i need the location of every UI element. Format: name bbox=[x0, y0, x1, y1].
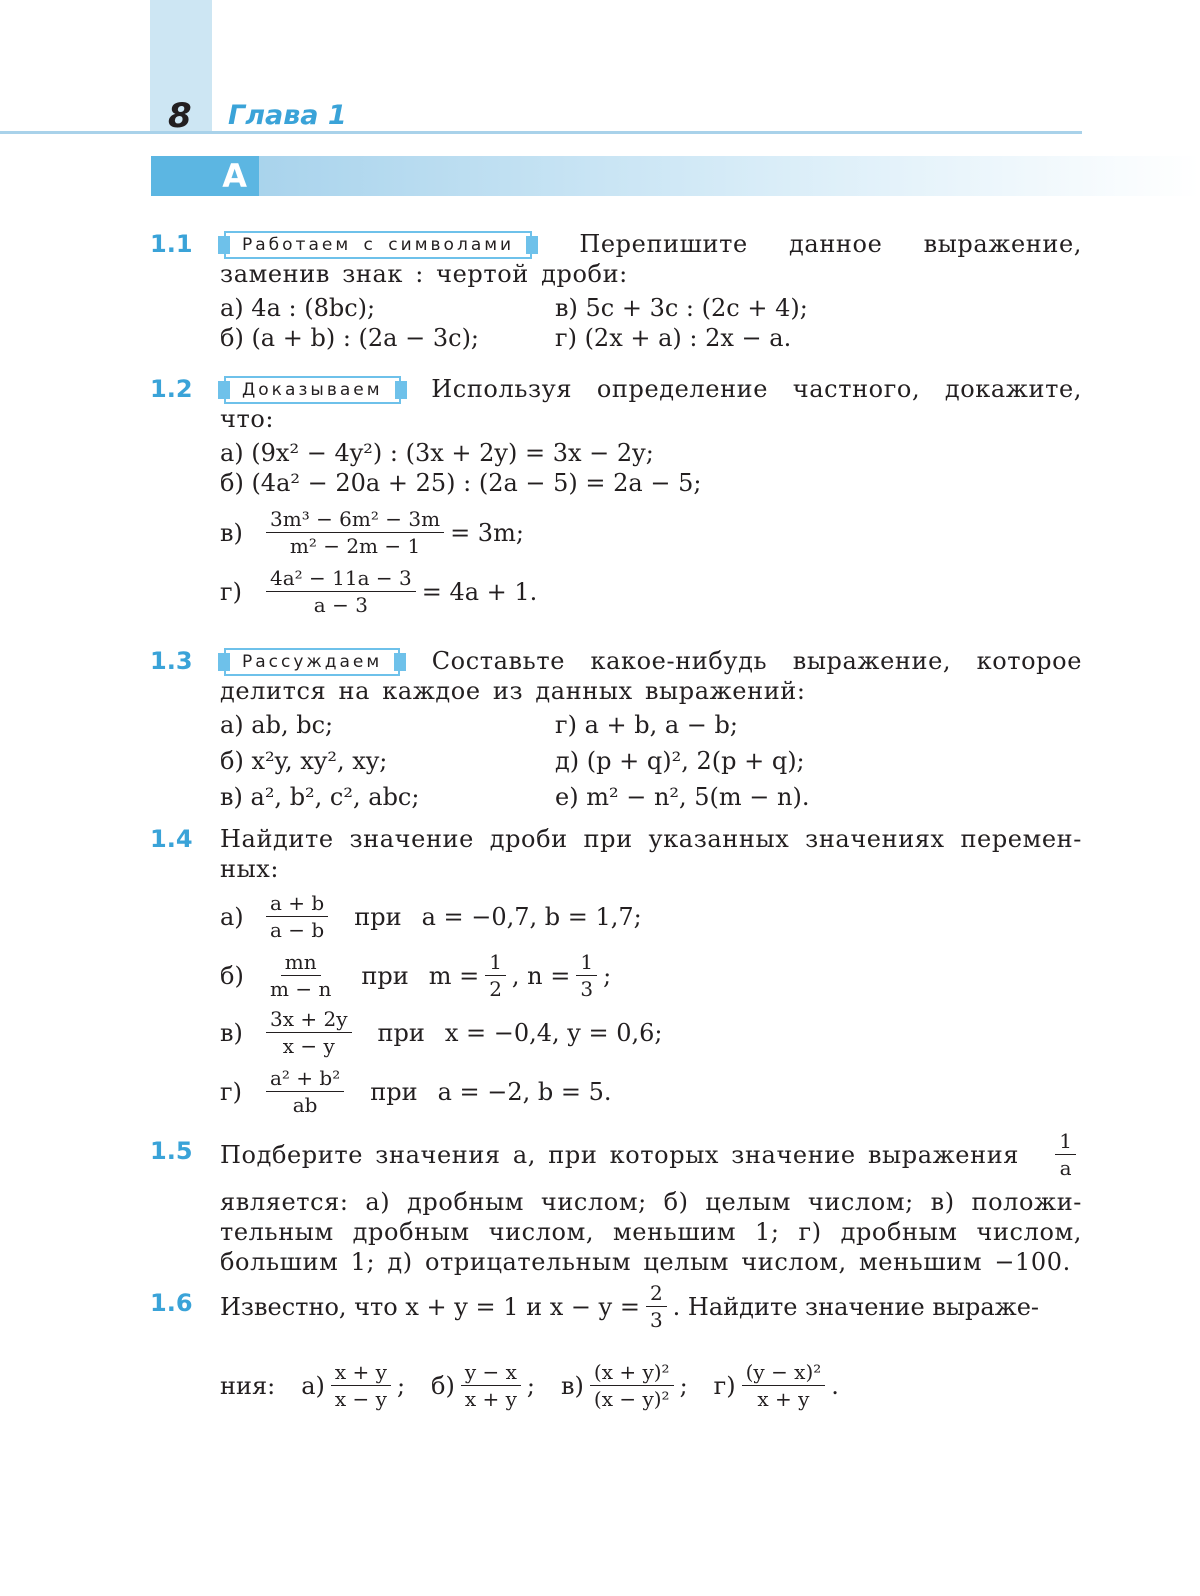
exercise-item bbox=[220, 565, 1082, 618]
problem-text: Подберите значения a, при которых значение выражения bbox=[220, 1140, 1020, 1169]
problem-1-2 bbox=[150, 374, 1082, 621]
item-label: в) bbox=[561, 1371, 584, 1400]
problem-first-line bbox=[220, 1128, 1082, 1181]
item-label: г) bbox=[220, 1077, 242, 1106]
numerator: a² + b² bbox=[266, 1065, 344, 1092]
skill-tag: Доказываем bbox=[224, 376, 401, 404]
problem-text: . Найдите значение выраже- bbox=[672, 1292, 1040, 1321]
denominator: m² − 2m − 1 bbox=[289, 534, 421, 558]
denominator: x + y bbox=[464, 1387, 517, 1411]
exercise-item: а) (9x² − 4y²) : (3x + 2y) = 3x − 2y; bbox=[220, 439, 654, 467]
fraction bbox=[266, 949, 335, 1002]
item-label: а) bbox=[301, 1371, 325, 1400]
problem-text: является: а) дробным числом; б) целым числом; в) положи-тельным дробным числом, меньшим 1; г) дробным числом, большим 1; д) отрицательным целым числом, меньшим −100. bbox=[220, 1188, 1082, 1276]
problem-statement bbox=[220, 229, 1082, 289]
problem-text: Найдите значение дроби при указанных значениях перемен-ных: bbox=[220, 825, 1082, 883]
problem-1-3 bbox=[150, 646, 1082, 812]
problem-first-line bbox=[220, 1280, 1082, 1333]
numerator: 1 bbox=[1055, 1128, 1076, 1155]
denominator: ab bbox=[292, 1093, 318, 1117]
problem-number: 1.3 bbox=[150, 647, 193, 675]
pri-word: при bbox=[377, 1018, 425, 1047]
numerator: 3x + 2y bbox=[266, 1006, 352, 1033]
punctuation: ; bbox=[396, 1371, 406, 1400]
pri-word: при bbox=[370, 1077, 418, 1106]
denominator: a − b bbox=[270, 918, 325, 942]
problem-number: 1.6 bbox=[150, 1289, 193, 1317]
chapter-title: Глава 1 bbox=[228, 100, 347, 131]
item-label: б) bbox=[220, 961, 244, 990]
numerator: mn bbox=[281, 949, 321, 976]
header-rule bbox=[0, 131, 1082, 134]
exercise-item bbox=[220, 1065, 1082, 1118]
problem-number: 1.4 bbox=[150, 825, 193, 853]
pri-word: при bbox=[354, 902, 402, 931]
variable-values: x = −0,4, y = 0,6; bbox=[444, 1018, 663, 1047]
punctuation: ; bbox=[679, 1371, 688, 1400]
problem-statement bbox=[220, 646, 1082, 706]
exercise-item: д) (p + q)², 2(p + q); bbox=[555, 747, 805, 775]
skill-tag: Рассуждаем bbox=[224, 648, 400, 676]
exercise-item bbox=[220, 890, 1082, 943]
numerator: (y − x)² bbox=[742, 1359, 826, 1386]
item-label: б) bbox=[431, 1371, 455, 1400]
problem-1-4 bbox=[150, 824, 1082, 1121]
exercise-item: б) x²y, xy², xy; bbox=[220, 747, 388, 775]
numerator: 2 bbox=[646, 1280, 667, 1307]
variable-n: , n = bbox=[511, 961, 571, 990]
expression-rest: = 3m; bbox=[450, 518, 524, 547]
item-label: г) bbox=[713, 1371, 736, 1400]
item-label: в) bbox=[220, 518, 243, 547]
numerator: (x + y)² bbox=[590, 1359, 674, 1386]
item-label: г) bbox=[220, 577, 242, 606]
fraction bbox=[742, 1359, 826, 1412]
exercise-item: в) 5c + 3c : (2c + 4); bbox=[555, 294, 808, 322]
fraction bbox=[266, 506, 444, 559]
punctuation: . bbox=[831, 1371, 839, 1400]
fraction bbox=[485, 949, 506, 1002]
exercise-item bbox=[220, 1006, 1082, 1059]
item-label: в) bbox=[220, 1018, 243, 1047]
denominator: a − 3 bbox=[313, 593, 368, 617]
exercise-item: б) (4a² − 20a + 25) : (2a − 5) = 2a − 5; bbox=[220, 469, 702, 497]
item-label: а) bbox=[220, 902, 244, 931]
fraction bbox=[576, 949, 597, 1002]
level-marker: А bbox=[151, 156, 259, 196]
problem-text: Известно, что x + y = 1 и x − y = bbox=[220, 1292, 640, 1321]
denominator: (x − y)² bbox=[593, 1387, 670, 1411]
fraction bbox=[1055, 1128, 1076, 1181]
exercise-item: а) 4a : (8bc); bbox=[220, 294, 376, 322]
exercise-list bbox=[220, 293, 1082, 353]
problem-statement bbox=[220, 374, 1082, 434]
exercise-item: г) a + b, a − b; bbox=[555, 711, 738, 739]
exercise-item: в) a², b², c², abc; bbox=[220, 783, 420, 811]
fraction bbox=[266, 1006, 352, 1059]
fraction bbox=[461, 1359, 521, 1412]
punctuation: ; bbox=[526, 1371, 536, 1400]
denominator: m − n bbox=[270, 977, 332, 1001]
numerator: 3m³ − 6m² − 3m bbox=[266, 506, 444, 533]
punctuation: ; bbox=[603, 961, 612, 990]
level-bar bbox=[250, 156, 1200, 196]
page-number: 8 bbox=[168, 96, 192, 136]
numerator: x + y bbox=[331, 1359, 391, 1386]
problem-1-5 bbox=[150, 1128, 1082, 1277]
variable-values: a = −2, b = 5. bbox=[437, 1077, 612, 1106]
problem-number: 1.5 bbox=[150, 1137, 193, 1165]
exercise-item bbox=[220, 949, 1082, 1002]
exercise-item: б) (a + b) : (2a − 3c); bbox=[220, 324, 480, 352]
numerator: 1 bbox=[576, 949, 597, 976]
problem-1-6 bbox=[150, 1280, 1082, 1415]
denominator: x − y bbox=[282, 1034, 335, 1058]
denominator: 2 bbox=[489, 977, 502, 1001]
numerator: a + b bbox=[266, 890, 328, 917]
exercise-item: а) ab, bc; bbox=[220, 711, 334, 739]
problem-text: Перепишите данное выражение, заменив знак : чертой дроби: bbox=[220, 230, 1082, 288]
denominator: x + y bbox=[757, 1387, 810, 1411]
denominator: 3 bbox=[649, 1308, 663, 1332]
problem-text: Используя определение частного, докажите, что: bbox=[220, 375, 1082, 433]
denominator: 3 bbox=[580, 977, 594, 1001]
exercise-item: г) (2x + a) : 2x − a. bbox=[555, 324, 792, 352]
exercise-item: е) m² − n², 5(m − n). bbox=[555, 783, 810, 811]
problem-number: 1.2 bbox=[150, 375, 193, 403]
denominator: x − y bbox=[334, 1387, 387, 1411]
problem-number: 1.1 bbox=[150, 230, 193, 258]
fraction bbox=[266, 565, 416, 618]
variable-values: a = −0,7, b = 1,7; bbox=[421, 902, 642, 931]
numerator: 1 bbox=[485, 949, 506, 976]
problem-text: ния: bbox=[220, 1371, 276, 1400]
fraction bbox=[590, 1359, 674, 1412]
numerator: y − x bbox=[461, 1359, 521, 1386]
denominator: a bbox=[1059, 1156, 1072, 1180]
numerator: 4a² − 11a − 3 bbox=[266, 565, 416, 592]
expression-rest: = 4a + 1. bbox=[421, 577, 538, 606]
variable-m: m = bbox=[428, 961, 480, 990]
problem-1-1 bbox=[150, 229, 1082, 353]
problem-text: Составьте какое-нибудь выражение, которое делится на каждое из данных выражений: bbox=[220, 647, 1082, 705]
exercise-list bbox=[220, 1359, 1082, 1412]
fraction bbox=[266, 890, 328, 943]
exercise-list bbox=[220, 710, 1082, 812]
pri-word: при bbox=[361, 961, 409, 990]
fraction bbox=[331, 1359, 391, 1412]
exercise-item bbox=[220, 506, 1082, 559]
skill-tag: Работаем с символами bbox=[224, 231, 532, 259]
fraction bbox=[646, 1280, 667, 1333]
fraction bbox=[266, 1065, 344, 1118]
